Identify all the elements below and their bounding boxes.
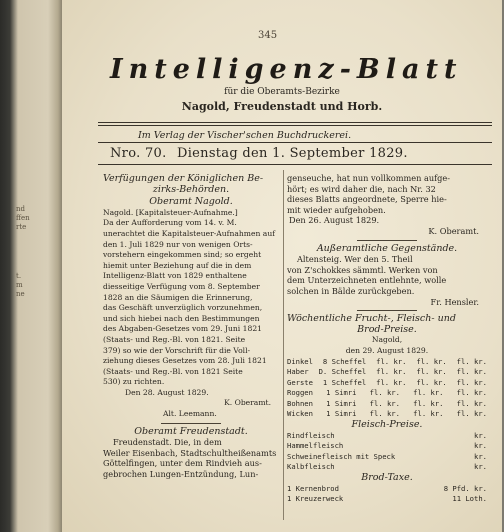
text-line: hört; es wird daher die, nach Nr. 32	[287, 183, 436, 194]
table-row	[287, 399, 487, 410]
rule	[98, 122, 492, 123]
rule	[98, 164, 492, 165]
table-cell: Bohnen	[287, 398, 313, 408]
table-row	[287, 431, 487, 442]
table-row	[287, 441, 487, 452]
text-line: dem Unterzeichneten entlehnte, wolle	[287, 275, 447, 286]
text-line: Freudenstadt. Die, in dem	[113, 437, 222, 448]
table-cell: 1 Simri	[326, 388, 357, 398]
table-row	[287, 484, 487, 495]
rule	[98, 125, 492, 126]
table-row	[287, 452, 487, 463]
table-cell: 11 Loth.	[452, 494, 487, 504]
table-cell: Haber	[287, 367, 309, 377]
text-line: Weiler Eisenbach, Stadtschultheißenamts	[103, 447, 277, 458]
text-line: des Abgaben-Gesetzes vom 29. Juni 1821	[103, 324, 262, 334]
table-cell: 8 Pfd. kr.	[443, 483, 487, 493]
table-cell: fl. kr.	[456, 377, 487, 387]
bread-price-table	[287, 484, 487, 505]
section-heading: Fleisch-Preise.	[351, 419, 423, 431]
table-row	[287, 357, 487, 368]
table-cell: Kalbfleisch	[287, 462, 335, 472]
office-heading: Oberamt Nagold.	[149, 196, 233, 208]
table-cell: Rindfleisch	[287, 430, 335, 440]
signature: Fr. Hensler.	[430, 296, 479, 307]
fragment: nd	[16, 205, 25, 213]
masthead-districts: Nagold, Freudenstadt und Horb.	[181, 100, 383, 113]
fragment: ffen	[16, 214, 30, 222]
table-cell: 1 Kreuzerweck	[287, 494, 344, 504]
section-heading: Brod-Preise.	[357, 323, 417, 335]
fragment: ne	[16, 290, 25, 298]
table-cell: fl. kr.	[416, 356, 447, 366]
table-cell: fl. kr.	[456, 356, 487, 366]
table-cell: fl. kr.	[413, 409, 444, 419]
text-line: solchen in Bälde zurückgeben.	[287, 285, 415, 296]
table-cell: fl. kr.	[369, 398, 400, 408]
text-line: vorstehern eingekommen sind; so ergeht	[103, 250, 262, 260]
signature: K. Oberamt.	[224, 398, 271, 408]
table-cell: fl. kr.	[376, 377, 407, 387]
table-cell: Dinkel	[287, 356, 313, 366]
fragment: rte	[16, 223, 27, 231]
table-row	[287, 388, 487, 399]
masthead-title: Intelligenz-Blatt	[110, 54, 463, 85]
text-line: (Staats- und Reg.-Bl. von 1821. Seite	[103, 334, 246, 344]
date-heading: den 29. August 1829.	[345, 345, 429, 355]
text-line: von Z'schokkes sämmtl. Werken von	[287, 264, 438, 275]
table-cell: fl. kr.	[456, 409, 487, 419]
text-line: diesseitige Verfügung vom 8. September	[103, 281, 260, 291]
text-line: mit wieder aufgehoben.	[287, 204, 386, 215]
section-heading: zirks-Behörden.	[152, 183, 230, 195]
dateline: Den 28. August 1829.	[125, 387, 209, 397]
dateline: Den 26. August 1829.	[289, 215, 380, 226]
table-cell: fl. kr.	[369, 388, 400, 398]
text-line: dieses Blatts angeordnete, Sperre hie-	[287, 194, 447, 205]
section-heading: Brod-Taxe.	[361, 472, 413, 484]
left-page-fragments	[16, 205, 30, 299]
place-heading: Nagold,	[371, 335, 403, 345]
issue-date: Dienstag den 1. September 1829.	[176, 146, 408, 161]
text-line: Göttelfingen, unter dem Rindvieh aus-	[103, 458, 262, 469]
fragment: t.	[16, 272, 22, 280]
text-line: ziehung dieses Gesetzes vom 28. Juli 1821	[103, 356, 267, 366]
table-cell: 1 Simri	[326, 398, 357, 408]
table-cell: fl. kr.	[456, 367, 487, 377]
table-cell: 1 Kernenbrod	[287, 483, 339, 493]
table-row	[287, 378, 487, 389]
table-cell: 1 Scheffel	[322, 377, 367, 387]
text-line: hiemit unter Beziehung auf die in dem	[103, 260, 252, 270]
text-line: Intelligenz-Blatt von 1829 enthaltene	[103, 271, 247, 281]
issue-number: Nro. 70.	[110, 146, 167, 161]
table-cell: fl. kr.	[376, 356, 407, 366]
text-line: 379) so wie der Vorschrift für die Voll-	[103, 345, 251, 355]
text-line: den 1. Juli 1829 nur von wenigen Orts-	[103, 239, 253, 249]
column-divider	[283, 170, 284, 520]
table-cell: 8 Scheffel	[322, 356, 367, 366]
table-cell: fl. kr.	[416, 367, 447, 377]
table-cell: Gerste	[287, 377, 313, 387]
section-heading: Wöchentliche Frucht-, Fleisch- und	[287, 313, 456, 325]
text-line: gebrochen Lungen-Entzündung, Lun-	[103, 469, 259, 480]
meat-price-table	[287, 431, 487, 473]
table-cell: fl. kr.	[413, 398, 444, 408]
fragment: m	[16, 281, 23, 289]
table-cell: kr.	[474, 441, 487, 451]
table-row	[287, 494, 487, 505]
text-line: und sich hiebei nach den Bestimmungen	[103, 313, 260, 323]
table-cell: fl. kr.	[456, 398, 487, 408]
text-line: (Staats- und Reg.-Bl. von 1821 Seite	[103, 366, 243, 376]
table-cell: fl. kr.	[456, 388, 487, 398]
grain-price-table	[287, 357, 487, 421]
text-line: genseuche, hat nun vollkommen aufge-	[287, 173, 451, 183]
text-line: Da der Aufforderung vom 14. v. M.	[103, 218, 237, 228]
table-cell: D. Scheffel	[318, 367, 367, 377]
masthead-subtitle: für die Oberamts-Bezirke	[224, 87, 340, 97]
table-row	[287, 367, 487, 378]
text-line: 530) zu richten.	[103, 377, 165, 387]
separator	[357, 240, 417, 241]
text-line: unerachtet die Kapitalsteuer-Aufnahmen auf	[103, 228, 276, 238]
left-page-edge	[0, 0, 62, 532]
signature: Alt. Leemann.	[163, 409, 217, 419]
table-cell: Schweinefleisch mit Speck	[287, 451, 396, 461]
text-line: Altensteig. Wer den 5. Theil	[297, 254, 413, 265]
page-number: 345	[258, 30, 278, 41]
table-cell: Roggen	[287, 388, 313, 398]
table-cell: fl. kr.	[416, 377, 447, 387]
separator	[161, 423, 221, 424]
table-cell: Wicken	[287, 409, 313, 419]
table-cell: kr.	[474, 451, 487, 461]
section-heading: Außeramtliche Gegenstände.	[316, 242, 458, 254]
table-cell: fl. kr.	[369, 409, 400, 419]
table-cell: 1 Simri	[326, 409, 357, 419]
signature: K. Oberamt.	[428, 225, 479, 236]
publisher-line: Im Verlag der Vischer'schen Buchdruckerei.	[138, 130, 352, 141]
separator	[357, 310, 417, 311]
table-cell: kr.	[474, 462, 487, 472]
issue-line	[110, 146, 408, 161]
text-line: 1828 an die Säumigen die Erinnerung,	[103, 292, 253, 302]
left-column	[103, 174, 279, 480]
right-column	[287, 173, 487, 505]
text-line: Nagold. [Kapitalsteuer-Aufnahme.]	[103, 207, 238, 217]
table-cell: Hammelfleisch	[287, 441, 344, 451]
table-cell: kr.	[474, 430, 487, 440]
rule	[98, 142, 492, 143]
table-cell: fl. kr.	[413, 388, 444, 398]
table-cell: fl. kr.	[376, 367, 407, 377]
text-line: das Geschäft unverzüglich vorzunehmen,	[103, 303, 263, 313]
section-heading: Verfügungen der Königlichen Be-	[103, 173, 264, 184]
office-heading: Oberamt Freudenstadt.	[134, 425, 248, 437]
